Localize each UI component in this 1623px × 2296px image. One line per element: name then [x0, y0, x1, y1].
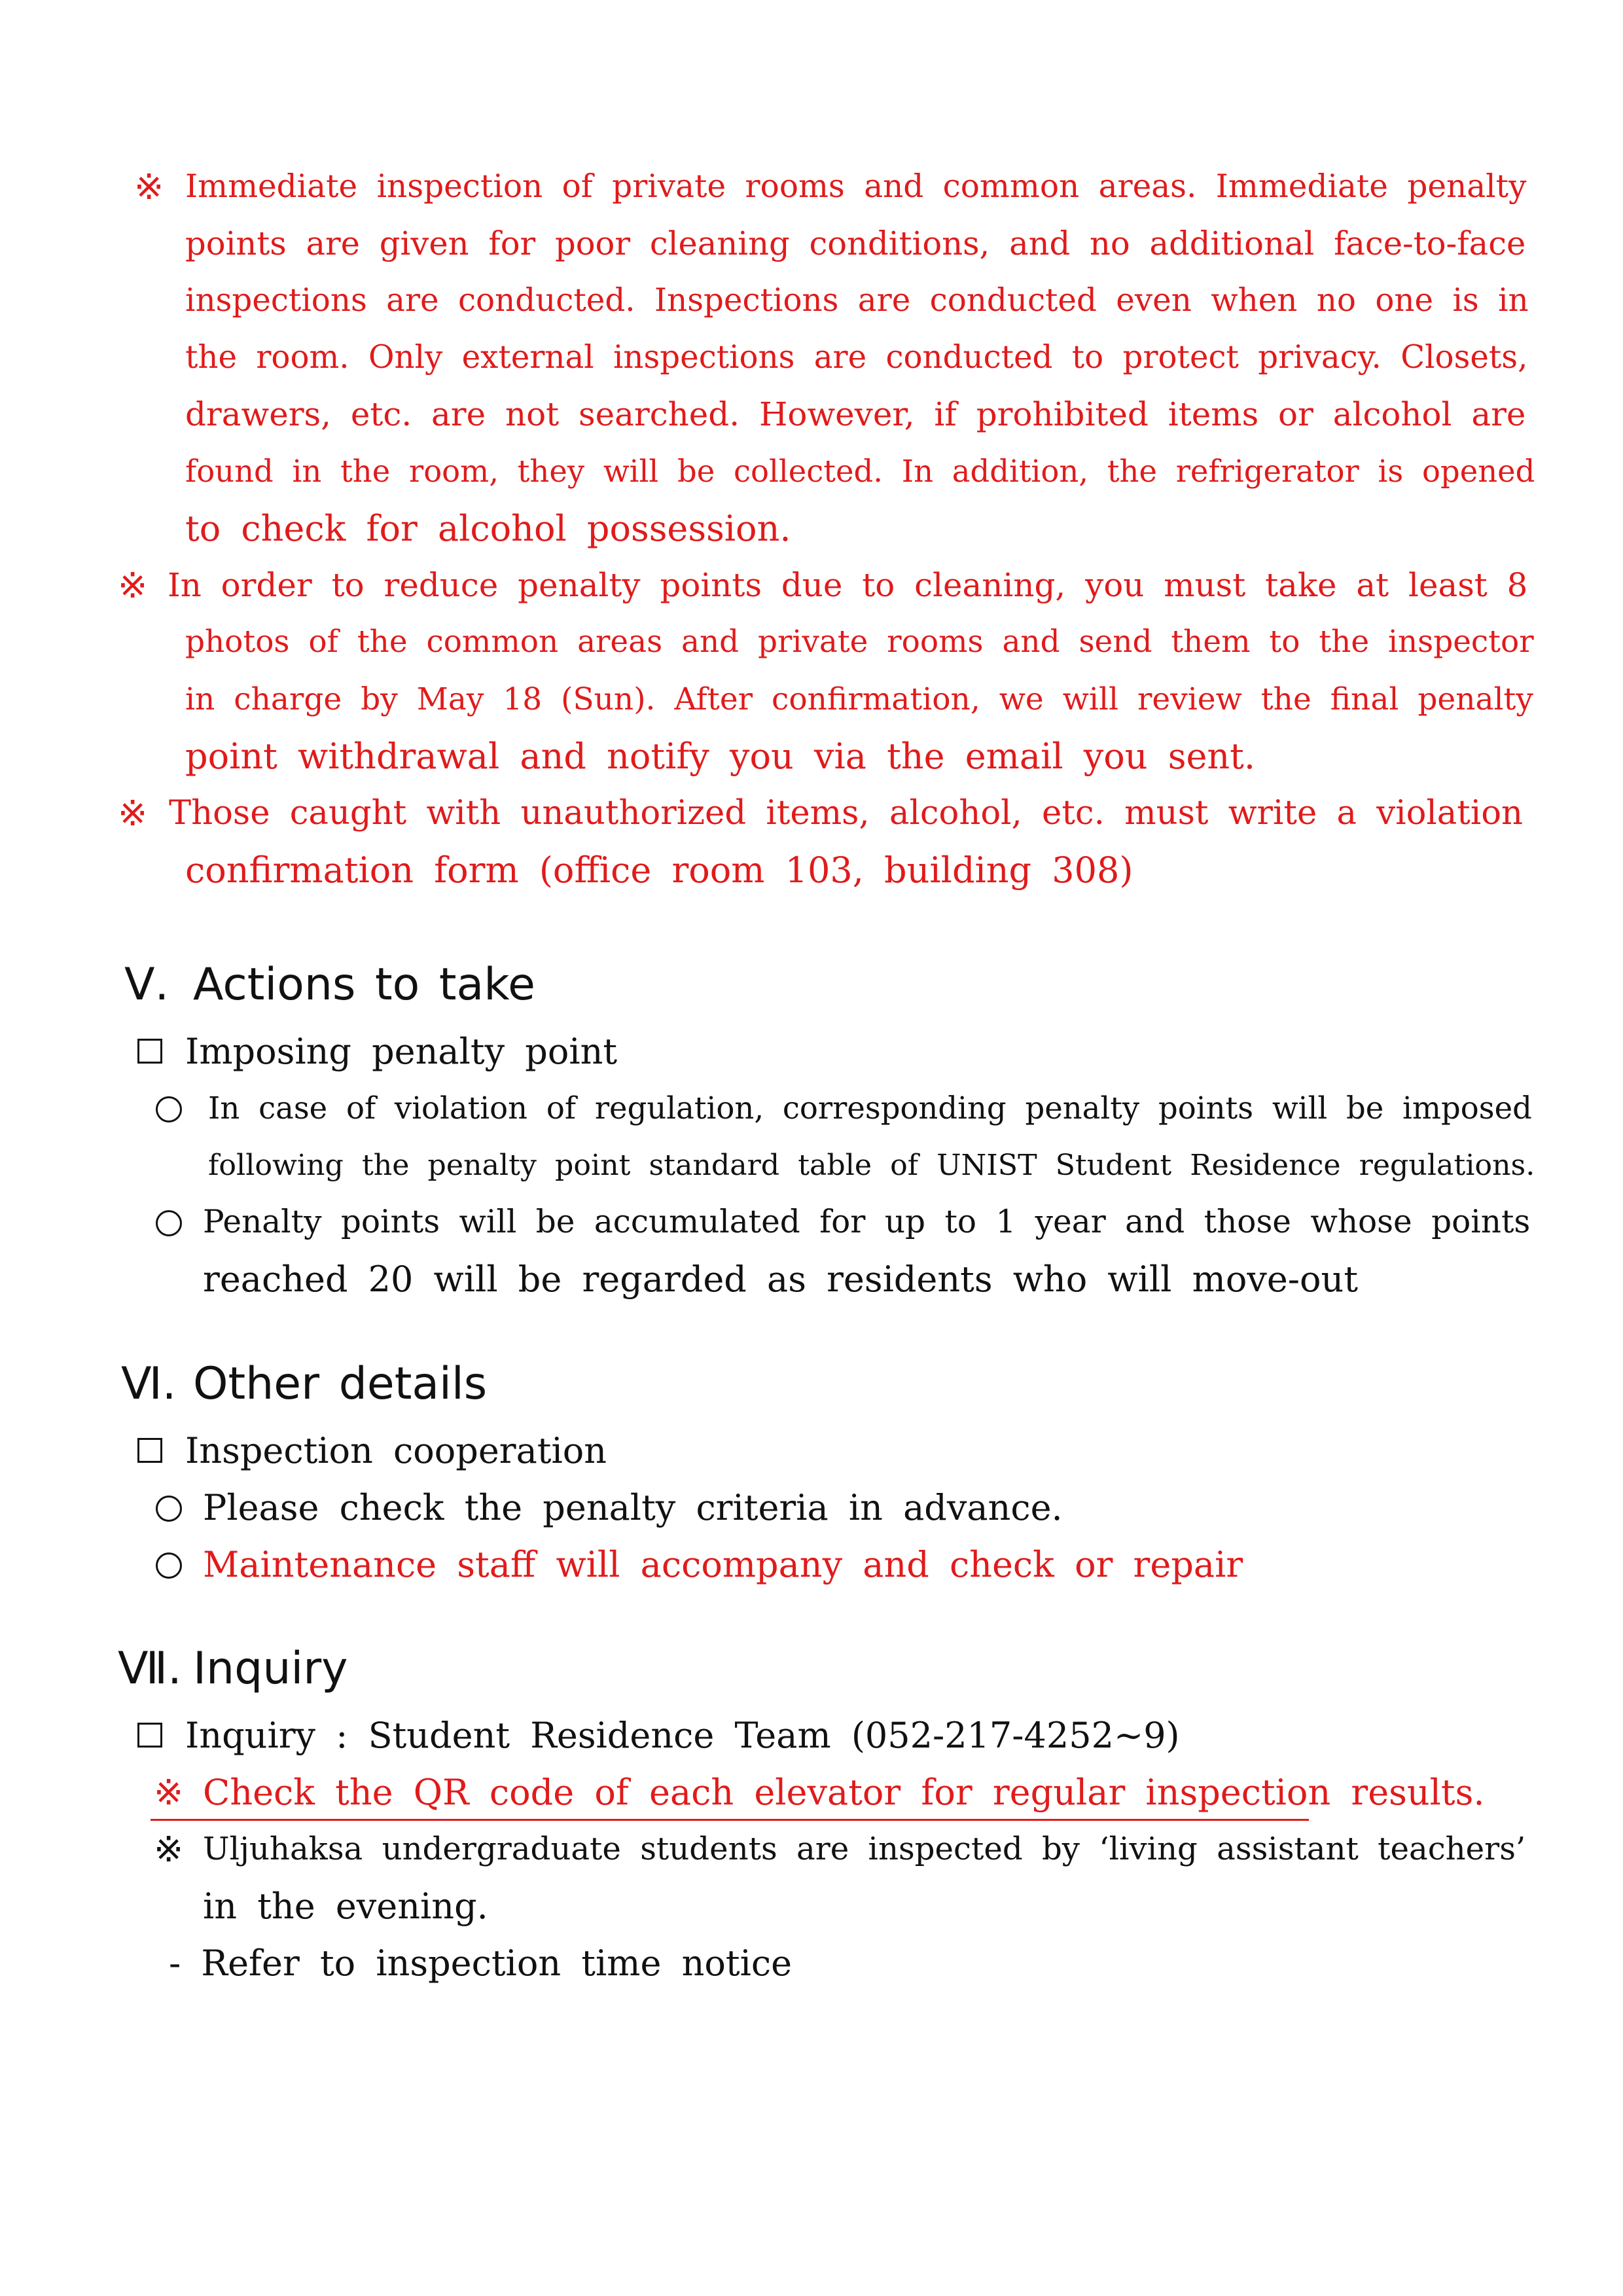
checkbox-square-icon — [137, 1039, 162, 1064]
section-6-number: Ⅵ. — [121, 1358, 177, 1410]
checkbox-square-icon — [137, 1723, 162, 1748]
note-2-mark: ※ — [118, 565, 148, 606]
note-1-mark: ※ — [134, 166, 164, 207]
note-3-line-1: Those caught with unauthorized items, alcohol, etc. must write a violation — [169, 793, 1524, 833]
section-6-box-item: Inspection cooperation — [185, 1430, 607, 1471]
section-7-note-line-1: Uljuhaksa undergraduate students are inspected by ‘living assistant teachers’ — [203, 1831, 1526, 1867]
note-1-line-4: the room. Only external inspections are conducted to protect privacy. Closets, — [185, 339, 1528, 376]
section-6-bullet-2: Maintenance staff will accompany and check or repair — [203, 1544, 1243, 1585]
circle-bullet-icon — [156, 1496, 182, 1522]
section-5-number: Ⅴ. — [124, 959, 169, 1011]
section-6-bullet-1: Please check the penalty criteria in advance. — [203, 1487, 1063, 1528]
note-1-line-3: inspections are conducted. Inspections are conducted even when no one is in — [185, 282, 1529, 319]
section-6-title: Other details — [193, 1358, 488, 1410]
circle-bullet-icon — [156, 1210, 182, 1236]
circle-bullet-icon — [156, 1552, 182, 1579]
section-5-bullet-2-line-1: Penalty points will be accumulated for up to 1 year and those whose points — [203, 1204, 1531, 1240]
circle-bullet-icon — [156, 1096, 182, 1122]
note-1-line-7: to check for alcohol possession. — [185, 508, 791, 549]
note-1-line-2: points are given for poor cleaning conditions, and no additional face-to-face — [185, 224, 1526, 262]
note-2-line-3: in charge by May 18 (Sun). After confirmation, we will review the final penalty — [185, 681, 1533, 717]
section-7-box-item: Inquiry : Student Residence Team (052-217-4252~9) — [185, 1715, 1180, 1756]
note-2-line-2: photos of the common areas and private rooms and send them to the inspector — [185, 624, 1534, 660]
section-7-red-note: Check the QR code of each elevator for regular inspection results. — [203, 1772, 1485, 1813]
section-7-note-mark: ※ — [154, 1829, 184, 1870]
section-7-number: Ⅶ. — [118, 1643, 182, 1695]
section-7-red-note-mark: ※ — [154, 1772, 184, 1813]
section-5-bullet-1-line-2: following the penalty point standard table of UNIST Student Residence regulations. — [208, 1149, 1535, 1182]
checkbox-square-icon — [137, 1438, 162, 1463]
note-1-line-6: found in the room, they will be collected. In addition, the refrigerator is opened — [185, 454, 1535, 489]
note-3-line-2: confirmation form (office room 103, building 308) — [185, 850, 1133, 891]
section-5-box-item: Imposing penalty point — [185, 1031, 618, 1072]
section-5-bullet-2-line-2: reached 20 will be regarded as residents who will move-out — [203, 1259, 1359, 1300]
note-2-line-1: In order to reduce penalty points due to cleaning, you must take at least 8 — [168, 566, 1528, 604]
note-3-mark: ※ — [118, 793, 148, 834]
section-7-dash-item: - Refer to inspection time notice — [169, 1943, 793, 1984]
note-2-line-4: point withdrawal and notify you via the email you sent. — [185, 736, 1256, 777]
section-5-bullet-1-line-1: In case of violation of regulation, corresponding penalty points will be imposed — [208, 1090, 1532, 1126]
section-7-note-line-2: in the evening. — [203, 1886, 488, 1927]
note-1-line-1: Immediate inspection of private rooms and common areas. Immediate penalty — [185, 168, 1527, 205]
section-5-title: Actions to take — [193, 959, 536, 1011]
section-7-title: Inquiry — [193, 1643, 348, 1695]
note-1-line-5: drawers, etc. are not searched. However, if prohibited items or alcohol are — [185, 395, 1526, 433]
